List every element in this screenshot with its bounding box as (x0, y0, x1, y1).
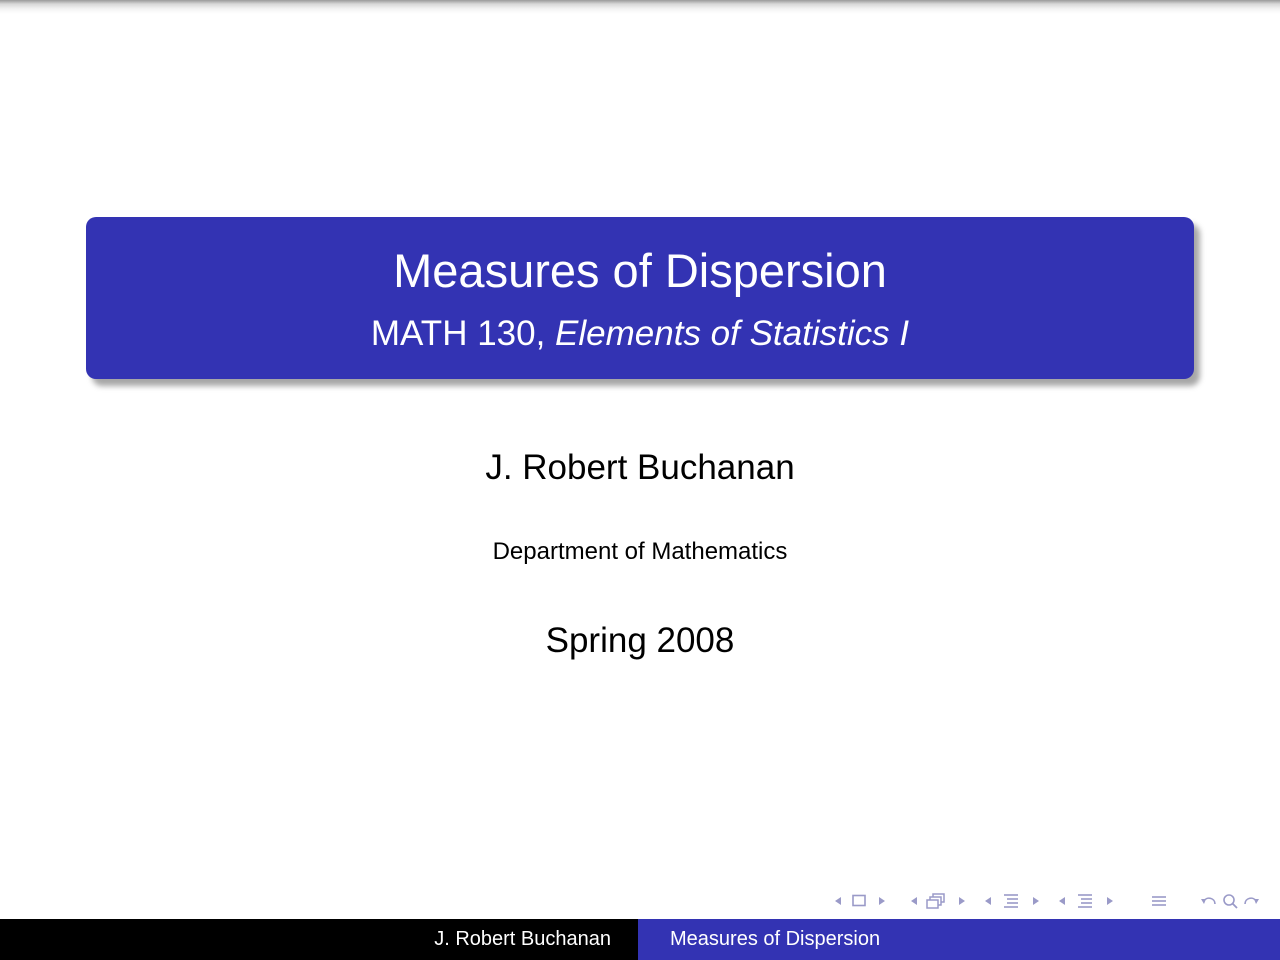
nav-appendix-icon[interactable] (1148, 891, 1170, 911)
nav-subsection-back-arrow-icon[interactable] (908, 891, 920, 911)
footer-title: Measures of Dispersion (638, 919, 1280, 960)
window-top-edge (0, 0, 1280, 14)
nav-search-icon[interactable] (1220, 891, 1240, 911)
slide-date: Spring 2008 (545, 621, 735, 660)
nav-section-back-arrow-icon[interactable] (982, 891, 994, 911)
nav-subsection-forward-arrow-icon[interactable] (956, 891, 968, 911)
footer-bar (0, 919, 1280, 960)
course-name: Elements of Statistics I (555, 314, 910, 353)
nav-presentation-forward-arrow-icon[interactable] (1104, 891, 1116, 911)
nav-forward-icon[interactable] (1240, 891, 1262, 911)
nav-section-forward-arrow-icon[interactable] (1030, 891, 1042, 911)
slide-institute: Department of Mathematics (492, 538, 788, 565)
slide-author: J. Robert Buchanan (485, 448, 795, 487)
nav-subsection-icon[interactable] (924, 891, 948, 911)
nav-presentation-back-arrow-icon[interactable] (1056, 891, 1068, 911)
nav-back-icon[interactable] (1198, 891, 1220, 911)
title-block (86, 217, 1194, 379)
slide-subtitle (86, 313, 1194, 355)
slide-title: Measures of Dispersion (393, 244, 887, 297)
nav-frame-back-arrow-icon[interactable] (832, 891, 844, 911)
beamer-navigation-bar (830, 888, 1270, 914)
course-code: MATH 130, (370, 314, 556, 353)
nav-frame-icon[interactable] (850, 891, 868, 911)
nav-presentation-icon[interactable] (1074, 891, 1096, 911)
nav-frame-forward-arrow-icon[interactable] (876, 891, 888, 911)
footer-author: J. Robert Buchanan (0, 919, 638, 960)
nav-section-icon[interactable] (1000, 891, 1022, 911)
